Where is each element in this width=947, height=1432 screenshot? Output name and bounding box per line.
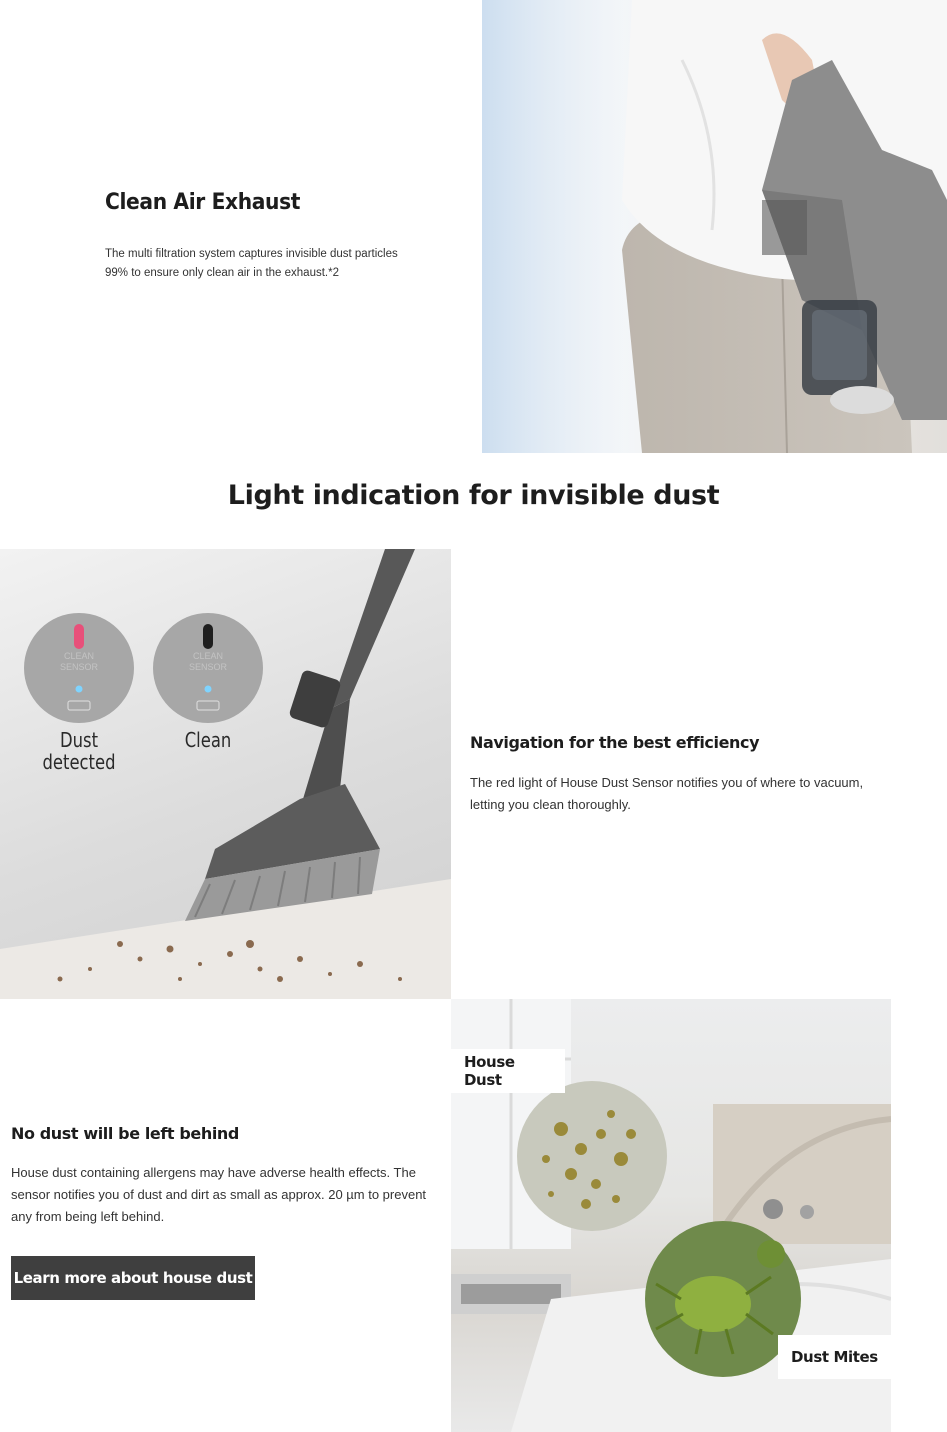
no-dust-description: House dust containing allergens may have adverse health effects. The sensor notifies you of dust and dirt as small as approx. 20 µm to prevent any from being left behind. <box>11 1165 427 1224</box>
sensor-badge-label-clean: CLEAN SENSOR <box>188 651 227 672</box>
handheld-vacuum-photo <box>482 0 947 453</box>
no-dust-title: No dust will be left behind <box>11 1124 239 1143</box>
sensor-badge-label-dust: CLEAN SENSOR <box>59 651 98 672</box>
vacuum-nozzle-illustration <box>0 549 451 999</box>
clean-sensor-photo <box>0 549 451 999</box>
clean-air-title: Clean Air Exhaust <box>105 190 301 215</box>
bedroom-dust-photo <box>451 999 891 1432</box>
navigation-title: Navigation for the best efficiency <box>470 733 760 752</box>
handheld-vacuum-illustration <box>482 0 947 453</box>
house-dust-label: House Dust <box>451 1049 565 1093</box>
light-indication-heading: Light indication for invisible dust <box>227 480 720 511</box>
dust-mites-label: Dust Mites <box>778 1335 891 1379</box>
sensor-state-dust-detected: Dust detected <box>42 728 116 774</box>
navigation-description: The red light of House Dust Sensor notifies you of where to vacuum, letting you clean thoroughly. <box>470 775 864 812</box>
learn-more-house-dust-button[interactable]: Learn more about house dust <box>11 1256 255 1300</box>
clean-air-description: The multi filtration system captures invisible dust particles 99% to ensure only clean air in the exhaust.*2 <box>105 248 398 279</box>
sensor-state-clean: Clean <box>184 728 232 752</box>
